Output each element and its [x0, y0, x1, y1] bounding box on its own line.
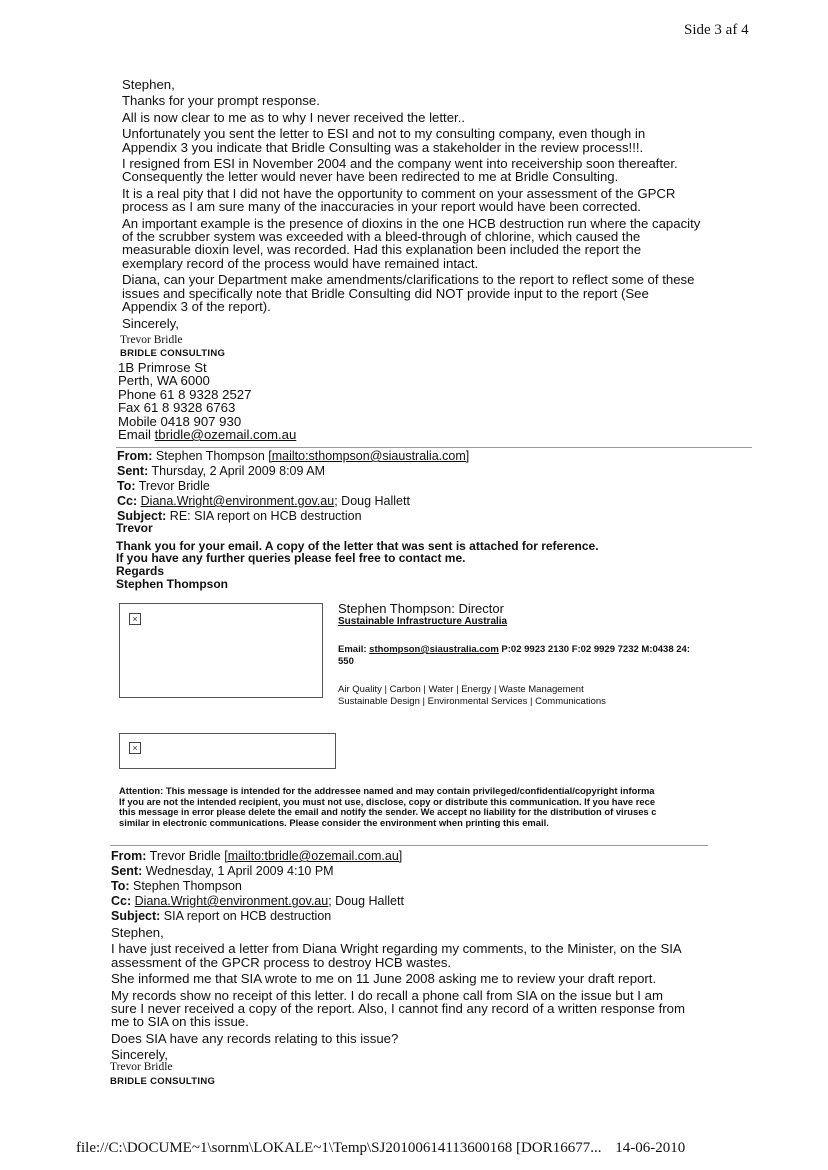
- text-line: me to SIA on this issue.: [111, 1014, 249, 1030]
- text-line: Consequently the letter would never have been redirected to me at Bridle Consulting.: [122, 169, 619, 185]
- text-line: Does SIA have any records relating to this issue?: [111, 1030, 399, 1046]
- broken-image-icon: ×: [129, 613, 141, 625]
- address-line: 1B Primrose St: [118, 360, 207, 375]
- text-line: Appendix 3 of the report).: [122, 299, 271, 315]
- cc-row: [111, 894, 404, 909]
- address-line: Fax 61 8 9328 6763: [118, 400, 236, 416]
- from-label: From:: [117, 449, 153, 463]
- services-line: Air Quality | Carbon | Water | Energy | Waste Management: [338, 684, 584, 695]
- card-title: Stephen Thompson: Director: [338, 601, 504, 616]
- to-value: Trevor Bridle: [138, 479, 210, 493]
- cc-email-link[interactable]: Diana.Wright@environment.gov.au: [134, 894, 329, 908]
- email-line: [118, 428, 296, 441]
- sent-row: [117, 464, 469, 479]
- to-value: Stephen Thompson: [133, 879, 242, 893]
- message-header: [111, 849, 404, 924]
- divider: [116, 447, 752, 448]
- cc-rest: ; Doug Hallett: [328, 894, 404, 908]
- from-name: Stephen Thompson: [155, 449, 269, 463]
- text-line: assessment of the GPCR process to destroy HCB wastes.: [111, 954, 452, 970]
- text-line: Appendix 3 you indicate that Bridle Consulting was a stakeholder in the review process!!!.: [122, 139, 644, 155]
- card-phones-cont: 550: [338, 656, 354, 667]
- sent-row: [111, 864, 404, 879]
- message-body: [116, 522, 599, 591]
- cc-label: Cc:: [111, 894, 132, 908]
- text-line: process as I am sure many of the inaccuracies in your report would have been corrected.: [122, 199, 641, 215]
- text-line: of the scrubber system was exceeded with a bleed-through of chlorine, which caused the: [122, 229, 641, 245]
- text-line: exemplary record of the process would have remained intact.: [122, 255, 479, 271]
- signature-name: Trevor Bridle: [120, 334, 183, 346]
- text-line: Stephen,: [122, 77, 175, 92]
- text-line: issues and specifically note that Bridle Consulting did NOT provide input to the report (See: [122, 285, 649, 301]
- cc-label: Cc:: [117, 494, 138, 508]
- subject-value: RE: SIA report on HCB destruction: [169, 509, 362, 523]
- broken-image-icon: ×: [129, 742, 141, 754]
- email-link[interactable]: tbridle@ozemail.com.au: [154, 427, 297, 443]
- services-line: Sustainable Design | Environmental Services | Communications: [338, 695, 606, 707]
- sent-value: Wednesday, 1 April 2009 4:10 PM: [145, 864, 334, 878]
- print-footer: [76, 1140, 685, 1157]
- notice-line: similar in electronic communications. Please consider the environment when printing this email.: [119, 816, 549, 828]
- subject-value: SIA report on HCB destruction: [163, 909, 332, 923]
- text-line: I have just received a letter from Diana Wright regarding my comments, to the Minister, on the SIA: [111, 941, 682, 957]
- from-label: From:: [111, 849, 147, 863]
- card-email-label: Email:: [338, 644, 370, 655]
- address-line: Phone 61 8 9328 2527: [118, 386, 252, 402]
- text-line: Stephen,: [111, 925, 164, 940]
- address-block: [118, 361, 296, 441]
- text-line: Stephen Thompson: [116, 577, 228, 592]
- text-line: My records show no receipt of this letter. I do recall a phone call from SIA on the issue but I am: [111, 987, 663, 1003]
- message-header: [117, 449, 469, 524]
- text-line: Sincerely,: [111, 1047, 168, 1063]
- from-row: [111, 849, 404, 864]
- card-email-link[interactable]: sthompson@siaustralia.com: [369, 644, 499, 655]
- to-label: To:: [111, 879, 130, 893]
- cc-email-link[interactable]: Diana.Wright@environment.gov.au: [140, 494, 335, 508]
- reply-body: [122, 78, 700, 330]
- text-line: It is a real pity that I did not have the opportunity to comment on your assessment of the GPCR: [122, 185, 676, 201]
- notice-line: If you are not the intended recipient, you must not use, disclose, copy or distribute this communication. If you have rece: [119, 795, 656, 807]
- text-line: Sincerely,: [122, 315, 179, 331]
- signature-name: Trevor Bridle: [110, 1061, 173, 1073]
- email-label: Email: [118, 427, 155, 443]
- divider: [110, 845, 708, 846]
- from-name: Trevor Bridle: [149, 849, 225, 863]
- cc-row: [117, 494, 469, 509]
- to-row: [111, 879, 404, 894]
- to-row: [117, 479, 469, 494]
- subject-row: [111, 909, 404, 924]
- card-contact: [338, 644, 690, 668]
- notice-line: Attention: This message is intended for the addressee named and may contain privileged/confidential/copyright informa: [119, 786, 655, 796]
- subject-label: Subject:: [117, 509, 167, 523]
- from-row: [117, 449, 469, 464]
- banner-image-placeholder: [119, 733, 336, 769]
- file-path: file://C:\DOCUME~1\sornm\LOKALE~1\Temp\SJ20100614113600168 [DOR16677...: [76, 1140, 602, 1156]
- text-line: Thank you for your email. A copy of the letter that was sent is attached for reference.: [116, 538, 599, 553]
- logo-image-placeholder: [119, 603, 323, 698]
- to-label: To:: [117, 479, 136, 493]
- sent-label: Sent:: [111, 864, 143, 878]
- from-mailto-link[interactable]: [mailto:sthompson@siaustralia.com]: [268, 449, 470, 463]
- page-number: Side 3 af 4: [684, 22, 749, 38]
- text-line: Regards: [116, 563, 165, 578]
- sent-value: Thursday, 2 April 2009 8:09 AM: [151, 464, 325, 478]
- print-date: 14-06-2010: [615, 1140, 686, 1156]
- cc-rest: ; Doug Hallett: [334, 494, 410, 508]
- address-line: Mobile 0418 907 930: [118, 413, 242, 429]
- text-line: Diana, can your Department make amendments/clarifications to the report to reflect some of these: [122, 272, 695, 288]
- address-line: Perth, WA 6000: [118, 373, 210, 389]
- text-line: All is now clear to me as to why I never received the letter..: [122, 109, 466, 125]
- notice-line: this message in error please delete the email and notify the sender. We accept no liability for the distribution of viruses c: [119, 806, 657, 818]
- text-line: measurable dioxin level, was recorded. Had this explanation been included the report the: [122, 242, 642, 258]
- text-line: Thanks for your prompt response.: [122, 93, 320, 109]
- subject-label: Subject:: [111, 909, 161, 923]
- card-services: [338, 684, 606, 707]
- text-line: sure I never received a copy of the report. Also, I cannot find any record of a written response from: [111, 1001, 685, 1017]
- text-line: Trevor: [116, 521, 153, 535]
- sent-label: Sent:: [117, 464, 149, 478]
- card-company-link[interactable]: Sustainable Infrastructure Australia: [338, 616, 508, 627]
- card-contact-line: [338, 644, 690, 656]
- company-name: BRIDLE CONSULTING: [110, 1076, 216, 1087]
- text-line: I resigned from ESI in November 2004 and the company went into receivership soon thereafter.: [122, 156, 678, 172]
- text-line: She informed me that SIA wrote to me on 11 June 2008 asking me to review your draft report.: [111, 971, 657, 987]
- from-mailto-link[interactable]: [mailto:tbridle@ozemail.com.au]: [224, 849, 403, 863]
- text-line: If you have any further queries please feel free to contact me.: [116, 551, 466, 566]
- text-line: Unfortunately you sent the letter to ESI and not to my consulting company, even though in: [122, 126, 646, 142]
- message-body: [111, 926, 685, 1062]
- confidentiality-notice: [119, 786, 748, 828]
- company-name: BRIDLE CONSULTING: [120, 348, 226, 359]
- card-phones: P:02 9923 2130 F:02 9929 7232 M:0438 24:: [498, 644, 690, 655]
- text-line: An important example is the presence of dioxins in the one HCB destruction run where the capacity: [122, 215, 701, 231]
